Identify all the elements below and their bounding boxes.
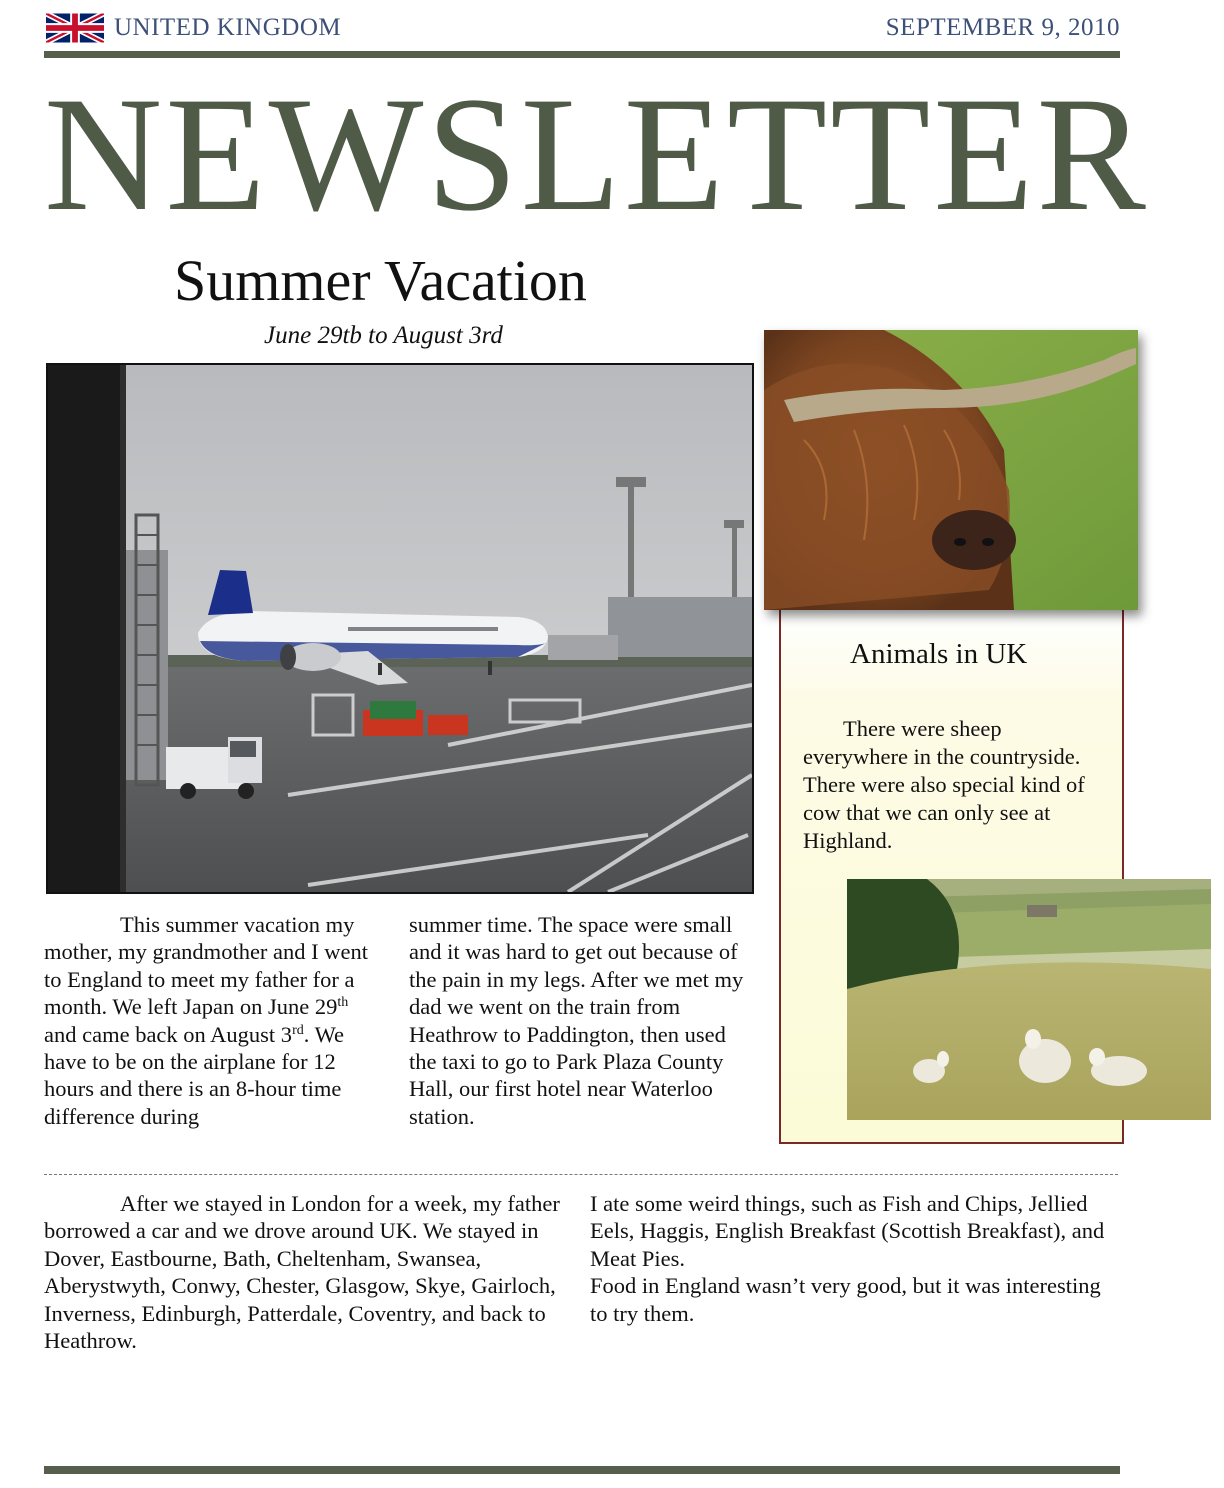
sidebar-text [803, 715, 1103, 855]
uk-flag-icon [46, 13, 104, 43]
header-country [46, 12, 341, 44]
article-column-2: summer time. The space were small and it was hard to get out because of the pain in my legs. After we met my dad we went on the train from Heathrow to Paddington, then used the taxi to go to Park Plaza County Hall, our first hotel near Waterloo station. [409, 912, 744, 1129]
airplane-photo [46, 363, 754, 894]
ordinal-suffix-rd: rd [292, 1022, 304, 1038]
section-divider [44, 1174, 1118, 1175]
bottom-divider [44, 1466, 1120, 1474]
header-date: SEPTEMBER 9, 2010 [885, 14, 1120, 41]
section2-right-column [590, 1190, 1110, 1327]
sidebar-title: Animals in UK [850, 638, 1028, 670]
top-divider [44, 51, 1120, 58]
masthead-title: NEWSLETTER [44, 64, 1149, 245]
article-title: Summer Vacation [174, 248, 587, 313]
ordinal-suffix-th: th [337, 995, 349, 1011]
article-col1-text-b: and came back on August 3 [44, 1021, 293, 1047]
section2-right-paragraph-1: I ate some weird things, such as Fish and Chips, Jellied Eels, Haggis, English Breakfast (Scottish Breakfast), and Meat Pies. [590, 1191, 1105, 1271]
sidebar-paragraph: There were sheep everywhere in the countryside. There were also special kind of cow that we can only see at Highland. [803, 716, 1085, 853]
article-col1-text-c: . We have to be on the airplane for 12 hours and there is an 8-hour time difference during [44, 1021, 344, 1129]
section2-left-column: After we stayed in London for a week, my father borrowed a car and we drove around UK. We stayed in Dover, Eastbourne, Bath, Cheltenham, Swansea, Aberystwyth, Conwy, Chester, Glasgow, Skye, Gairloch, Inverness, Edinburgh, Patterdale, Coventry, and back to Heathrow. [44, 1191, 560, 1354]
header-country-label: UNITED KINGDOM [114, 14, 342, 41]
article-subtitle: June 29tb to August 3rd [264, 322, 503, 349]
article-column-1 [44, 911, 384, 1130]
article-col1-text-a: This summer vacation my mother, my grandmother and I went to England to meet my father for a month. We left Japan on June 29 [44, 912, 369, 1020]
sheep-field-photo [847, 879, 1211, 1120]
highland-cow-photo [764, 330, 1138, 610]
section2-right-paragraph-2: Food in England wasn’t very good, but it was interesting to try them. [590, 1273, 1101, 1326]
